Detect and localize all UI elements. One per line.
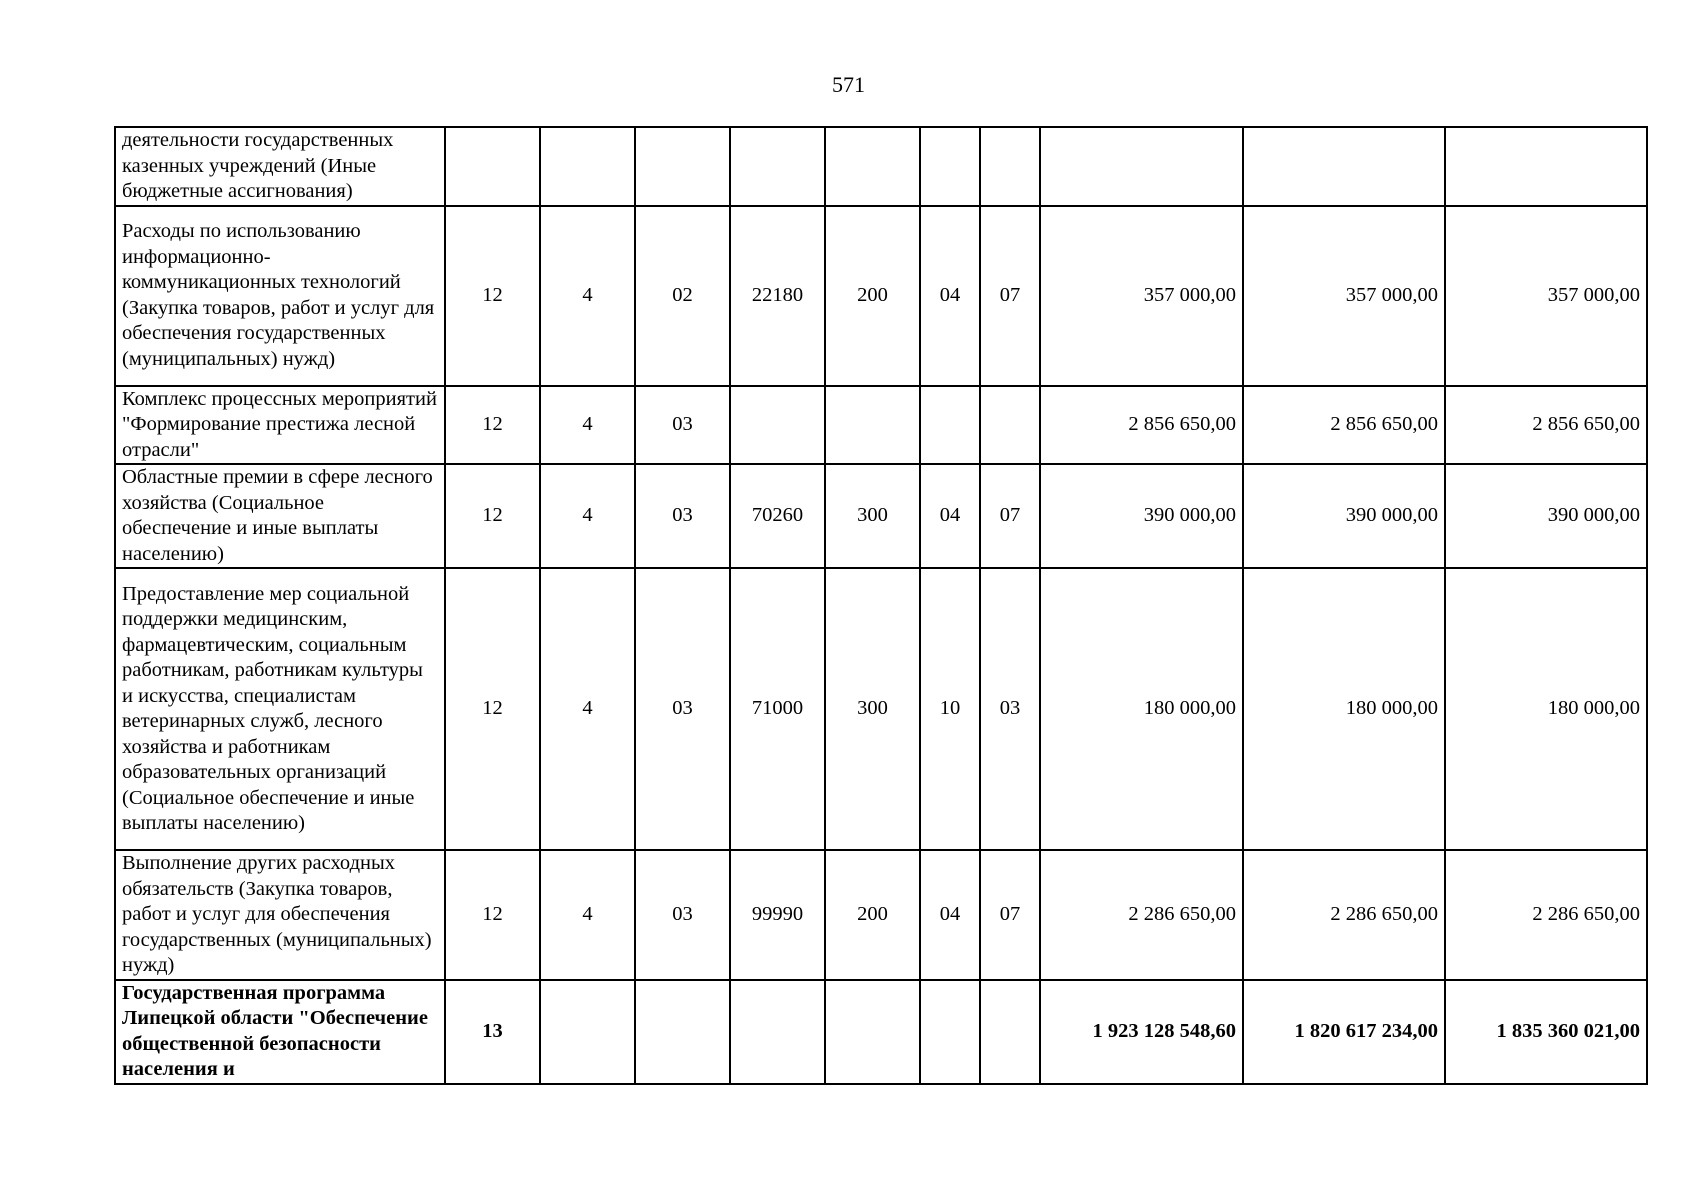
section-code: 04 (920, 206, 980, 386)
amount-year-2: 2 856 650,00 (1243, 386, 1445, 465)
row-name: Предоставление мер социальной поддержки медицинским, фармацевтическим, социальным работникам, работникам культуры и искусства, специалистам ветеринарных служб, лесного хозяйства и работникам образовательных организаций (Социальное обеспечение и иные выплаты населению) (115, 568, 445, 850)
section-code: 10 (920, 568, 980, 850)
row-name: Комплекс процессных мероприятий "Формирование престижа лесной отрасли" (115, 386, 445, 465)
direction-code (730, 386, 825, 465)
subsection-code (980, 127, 1040, 206)
program-code: 12 (445, 464, 540, 568)
amount-year-3 (1445, 127, 1647, 206)
table-row (115, 206, 1647, 386)
program-code: 12 (445, 568, 540, 850)
table-body (115, 127, 1647, 1084)
program-code: 13 (445, 980, 540, 1084)
element-code (635, 127, 730, 206)
subsection-code (980, 980, 1040, 1084)
amount-year-1: 180 000,00 (1040, 568, 1243, 850)
amount-year-3: 180 000,00 (1445, 568, 1647, 850)
expense-type-code: 200 (825, 850, 920, 980)
table-row (115, 127, 1647, 206)
subsection-code: 07 (980, 464, 1040, 568)
direction-code (730, 127, 825, 206)
direction-code: 70260 (730, 464, 825, 568)
element-code: 03 (635, 568, 730, 850)
amount-year-1: 390 000,00 (1040, 464, 1243, 568)
program-code: 12 (445, 386, 540, 465)
amount-year-2 (1243, 127, 1445, 206)
subprogram-code: 4 (540, 464, 635, 568)
direction-code: 71000 (730, 568, 825, 850)
amount-year-1: 2 286 650,00 (1040, 850, 1243, 980)
expense-type-code: 300 (825, 464, 920, 568)
element-code: 03 (635, 464, 730, 568)
row-name: Государственная программа Липецкой области "Обеспечение общественной безопасности населения и (115, 980, 445, 1084)
expense-type-code: 200 (825, 206, 920, 386)
page-number: 571 (832, 72, 865, 97)
subprogram-code: 4 (540, 568, 635, 850)
expense-type-code (825, 980, 920, 1084)
amount-year-2: 180 000,00 (1243, 568, 1445, 850)
element-code: 03 (635, 386, 730, 465)
direction-code (730, 980, 825, 1084)
direction-code: 99990 (730, 850, 825, 980)
subsection-code (980, 386, 1040, 465)
element-code (635, 980, 730, 1084)
amount-year-3: 2 286 650,00 (1445, 850, 1647, 980)
amount-year-2: 390 000,00 (1243, 464, 1445, 568)
program-code: 12 (445, 850, 540, 980)
amount-year-3: 357 000,00 (1445, 206, 1647, 386)
direction-code: 22180 (730, 206, 825, 386)
subprogram-code: 4 (540, 386, 635, 465)
section-code (920, 980, 980, 1084)
table-row (115, 568, 1647, 850)
program-code (445, 127, 540, 206)
subsection-code: 07 (980, 206, 1040, 386)
table-row (115, 850, 1647, 980)
amount-year-3: 1 835 360 021,00 (1445, 980, 1647, 1084)
subprogram-code (540, 980, 635, 1084)
amount-year-1: 1 923 128 548,60 (1040, 980, 1243, 1084)
expense-type-code (825, 386, 920, 465)
subprogram-code: 4 (540, 850, 635, 980)
element-code: 02 (635, 206, 730, 386)
row-name: Областные премии в сфере лесного хозяйства (Социальное обеспечение и иные выплаты населению) (115, 464, 445, 568)
amount-year-1: 2 856 650,00 (1040, 386, 1243, 465)
row-name: Выполнение других расходных обязательств (Закупка товаров, работ и услуг для обеспечения государственных (муниципальных) нужд) (115, 850, 445, 980)
amount-year-1: 357 000,00 (1040, 206, 1243, 386)
amount-year-2: 357 000,00 (1243, 206, 1445, 386)
element-code: 03 (635, 850, 730, 980)
subsection-code: 03 (980, 568, 1040, 850)
table-row (115, 464, 1647, 568)
subprogram-code: 4 (540, 206, 635, 386)
row-name: деятельности государственных казенных учреждений (Иные бюджетные ассигнования) (115, 127, 445, 206)
amount-year-2: 2 286 650,00 (1243, 850, 1445, 980)
table-row (115, 386, 1647, 465)
expense-type-code (825, 127, 920, 206)
section-code (920, 127, 980, 206)
amount-year-2: 1 820 617 234,00 (1243, 980, 1445, 1084)
section-code: 04 (920, 850, 980, 980)
section-code (920, 386, 980, 465)
program-code: 12 (445, 206, 540, 386)
amount-year-3: 2 856 650,00 (1445, 386, 1647, 465)
table-row (115, 980, 1647, 1084)
subprogram-code (540, 127, 635, 206)
amount-year-3: 390 000,00 (1445, 464, 1647, 568)
expense-type-code: 300 (825, 568, 920, 850)
row-name: Расходы по использованию информационно-коммуникационных технологий (Закупка товаров, работ и услуг для обеспечения государственных (муниципальных) нужд) (115, 206, 445, 386)
budget-table (114, 126, 1648, 1085)
section-code: 04 (920, 464, 980, 568)
amount-year-1 (1040, 127, 1243, 206)
subsection-code: 07 (980, 850, 1040, 980)
